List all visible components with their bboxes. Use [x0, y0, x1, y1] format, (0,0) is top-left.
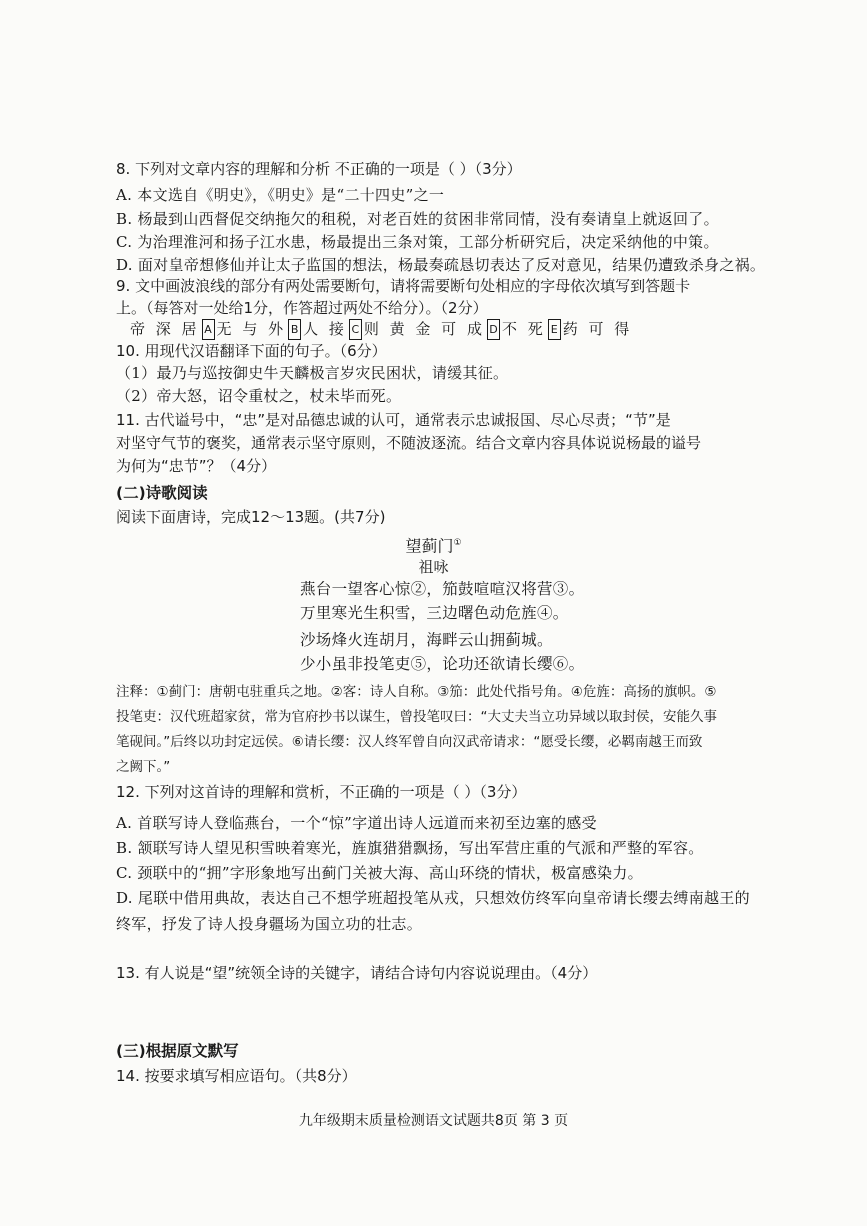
section-heading-poetry: (二)诗歌阅读: [116, 484, 208, 502]
q13-stem: 13. 有人说是“望”统领全诗的关键字，请结合诗句内容说说理由。（4分）: [116, 964, 598, 982]
q9-sentence: [130, 318, 632, 340]
q9-segment: 不 死: [501, 320, 546, 338]
poem-line-1: 燕台一望客心惊②，笳鼓喧喧汉将营③。: [300, 580, 585, 598]
q8-option-b: B. 杨最到山西督促交纳拖欠的租税，对老百姓的贫困非常同情，没有奏请皇上就返回了。: [116, 210, 719, 228]
q8-stem: 8. 下列对文章内容的理解和分析 不正确的一项是（ ）（3分）: [116, 160, 522, 178]
page-footer: 九年级期末质量检测语文试题共8页 第 3 页: [298, 1113, 569, 1129]
q10-sentence-1: （1）最乃与巡按御史牛天麟极言岁灾民困状，请缓其征。: [116, 364, 509, 382]
q10-sentence-2: （2）帝大怒，诏令重杖之，杖未毕而死。: [116, 387, 402, 405]
poem-line-2: 万里寒光生积雪，三边曙色动危旌④。: [300, 604, 569, 622]
q9-box-d: D: [487, 319, 500, 340]
q12-stem: 12. 下列对这首诗的理解和赏析，不正确的一项是（ ）（3分）: [116, 783, 527, 801]
poem-notes-line4: 之阙下。”: [116, 759, 171, 775]
section-intro-poetry: 阅读下面唐诗，完成12～13题。(共7分): [116, 508, 386, 526]
q9-stem-line1: 9. 文中画波浪线的部分有两处需要断句，请将需要断句处相应的字母依次填写到答题卡: [116, 277, 691, 295]
q9-segment: 帝 深 居: [130, 320, 200, 338]
q9-stem-line2: 上。（每答对一处给1分，作答超过两处不给分）。（2分）: [116, 299, 488, 317]
poem-notes-line2: 投笔吏：汉代班超家贫，常为官府抄书以谋生，曾投笔叹曰：“大丈夫当立功异域以取封侯，安能久事: [116, 709, 717, 725]
q12-option-d-line2: 终军，抒发了诗人投身疆场为国立功的壮志。: [116, 915, 423, 933]
q8-option-a: A. 本文选自《明史》，《明史》是“二十四史”之一: [116, 186, 445, 204]
q9-segment: 则 黄 金 可 成: [363, 320, 485, 338]
poem-title: 望蓟门①: [405, 536, 462, 556]
poem-line-3: 沙场烽火连胡月，海畔云山拥蓟城。: [300, 631, 553, 649]
q12-option-a: A. 首联写诗人登临燕台，一个“惊”字道出诗人远道而来初至边塞的感受: [116, 814, 597, 832]
q8-option-d: D. 面对皇帝想修仙并让太子监国的想法，杨最奏疏恳切表达了反对意见，结果仍遭致杀身之祸。: [116, 256, 766, 274]
q9-box-e: E: [548, 319, 561, 340]
poem-notes-line1: 注释：①蓟门：唐朝屯驻重兵之地。②客：诗人自称。③笳：此处代指号角。④危旌：高扬的旗帜。⑤: [116, 684, 717, 700]
poem-notes-line3: 笔砚间。”后终以功封定远侯。⑥请长缨：汉人终军曾自向汉武帝请求：“愿受长缨，必羁南越王而致: [116, 734, 703, 750]
q12-option-c: C. 颈联中的“拥”字形象地写出蓟门关被大海、高山环绕的情状，极富感染力。: [116, 864, 643, 882]
poem-author: 祖咏: [418, 558, 449, 576]
q8-option-c: C. 为治理淮河和扬子江水患，杨最提出三条对策，工部分析研究后，决定采纳他的中策。: [116, 233, 719, 251]
q11-stem-line2: 对坚守气节的褒奖，通常表示坚守原则，不随波逐流。结合文章内容具体说说杨最的谥号: [116, 434, 702, 452]
q9-segment: 药 可 得: [562, 320, 633, 338]
poem-line-4: 少小虽非投笔吏⑤，论功还欲请长缨⑥。: [300, 655, 585, 673]
q9-box-b: B: [288, 319, 301, 340]
q9-segment: 人 接: [303, 320, 347, 338]
q10-stem: 10. 用现代汉语翻译下面的句子。（6分）: [116, 342, 387, 360]
section-heading-recitation: (三)根据原文默写: [116, 1042, 239, 1060]
q9-box-a: A: [202, 319, 215, 340]
q11-stem-line3: 为何为“忠节”？（4分）: [116, 457, 277, 475]
q9-box-c: C: [349, 319, 362, 340]
q14-stem: 14. 按要求填写相应语句。（共8分）: [116, 1067, 357, 1085]
q11-stem-line1: 11. 古代谥号中，“忠”是对品德忠诚的认可，通常表示忠诚报国、尽心尽责；“节”是: [116, 411, 671, 429]
q12-option-b: B. 颔联写诗人望见积雪映着寒光，旌旗猎猎飘扬，写出军营庄重的气派和严整的军容。: [116, 839, 704, 857]
q12-option-d-line1: D. 尾联中借用典故，表达自己不想学班超投笔从戎，只想效仿终军向皇帝请长缨去缚南越王的: [116, 889, 750, 907]
q9-segment: 无 与 外: [216, 320, 287, 338]
